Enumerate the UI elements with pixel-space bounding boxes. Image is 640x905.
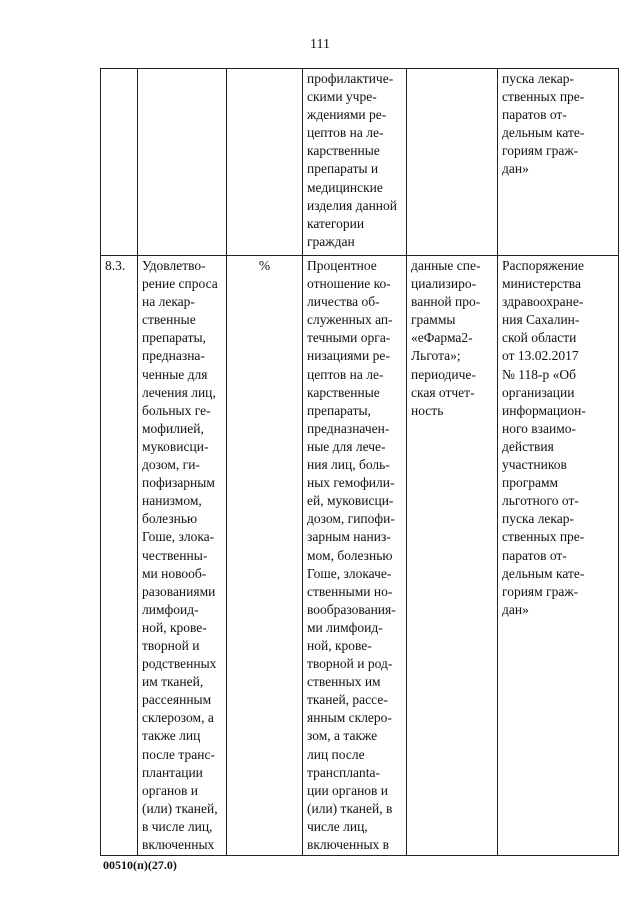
unit-cell: % xyxy=(227,256,303,856)
regulatory-document-cell: пуска лекар- ственных пре- паратов от- дельным кате- гориям граж- дан» xyxy=(498,69,619,256)
regulatory-document-cell: Распоряжение министерства здравоохране- ния Сахалин- ской области от 13.02.2017 № 118-р «Об организации информацион- ного взаимо- действия участников программ льготного от- пуска лекар- ственных пре- паратов от- дельным кате- гориям граж- дан» xyxy=(498,256,619,856)
table-row xyxy=(101,69,619,256)
calculation-method-cell: профилактиче- скими учре- ждениями ре- цептов на ле- карственные препараты и медицинские изделия данной категории граждан xyxy=(303,69,407,256)
unit-cell xyxy=(227,69,303,256)
table-row xyxy=(101,256,619,856)
indicator-name-cell xyxy=(138,69,227,256)
row-number-cell: 8.3. xyxy=(101,256,138,856)
indicator-table xyxy=(100,68,619,856)
data-source-cell xyxy=(407,69,498,256)
indicator-name-cell: Удовлетво- рение спроса на лекар- ственные препараты, предназна- ченные для лечения лиц, больных ге- мофилией, муковисци- дозом, ги- пофизарным нанизмом, болезнью Гоше, злока- чественны- ми новооб- разованиями лимфоид- ной, крове- творной и родственных им тканей, рассеянным склерозом, а также лиц после транс- плантации органов и (или) тканей, в числе лиц, включенных xyxy=(138,256,227,856)
row-number-cell xyxy=(101,69,138,256)
document-code: 00510(п)(27.0) xyxy=(103,858,177,872)
data-source-cell: данные спе- циализиро- ванной про- граммы «еФарма2- Льгота»; периодиче- ская отчет- ность xyxy=(407,256,498,856)
calculation-method-cell: Процентное отношение ко- личества об- служенных ап- течными орга- низациями ре- цептов на ле- карственные препараты, предназначен- ные для лече- ния лиц, боль- ных гемофили- ей, муковисци- дозом, гипофи- зарным наниз- мом, болезнью Гоше, злокаче- ственными но- вообразования- ми лимфоид- ной, крове- творной и род- ственных им тканей, рассе- янным склеро- зом, а также лиц после трансплanta- ции органов и (или) тканей, в числе лиц, включенных в xyxy=(303,256,407,856)
page-number: 111 xyxy=(310,37,330,52)
